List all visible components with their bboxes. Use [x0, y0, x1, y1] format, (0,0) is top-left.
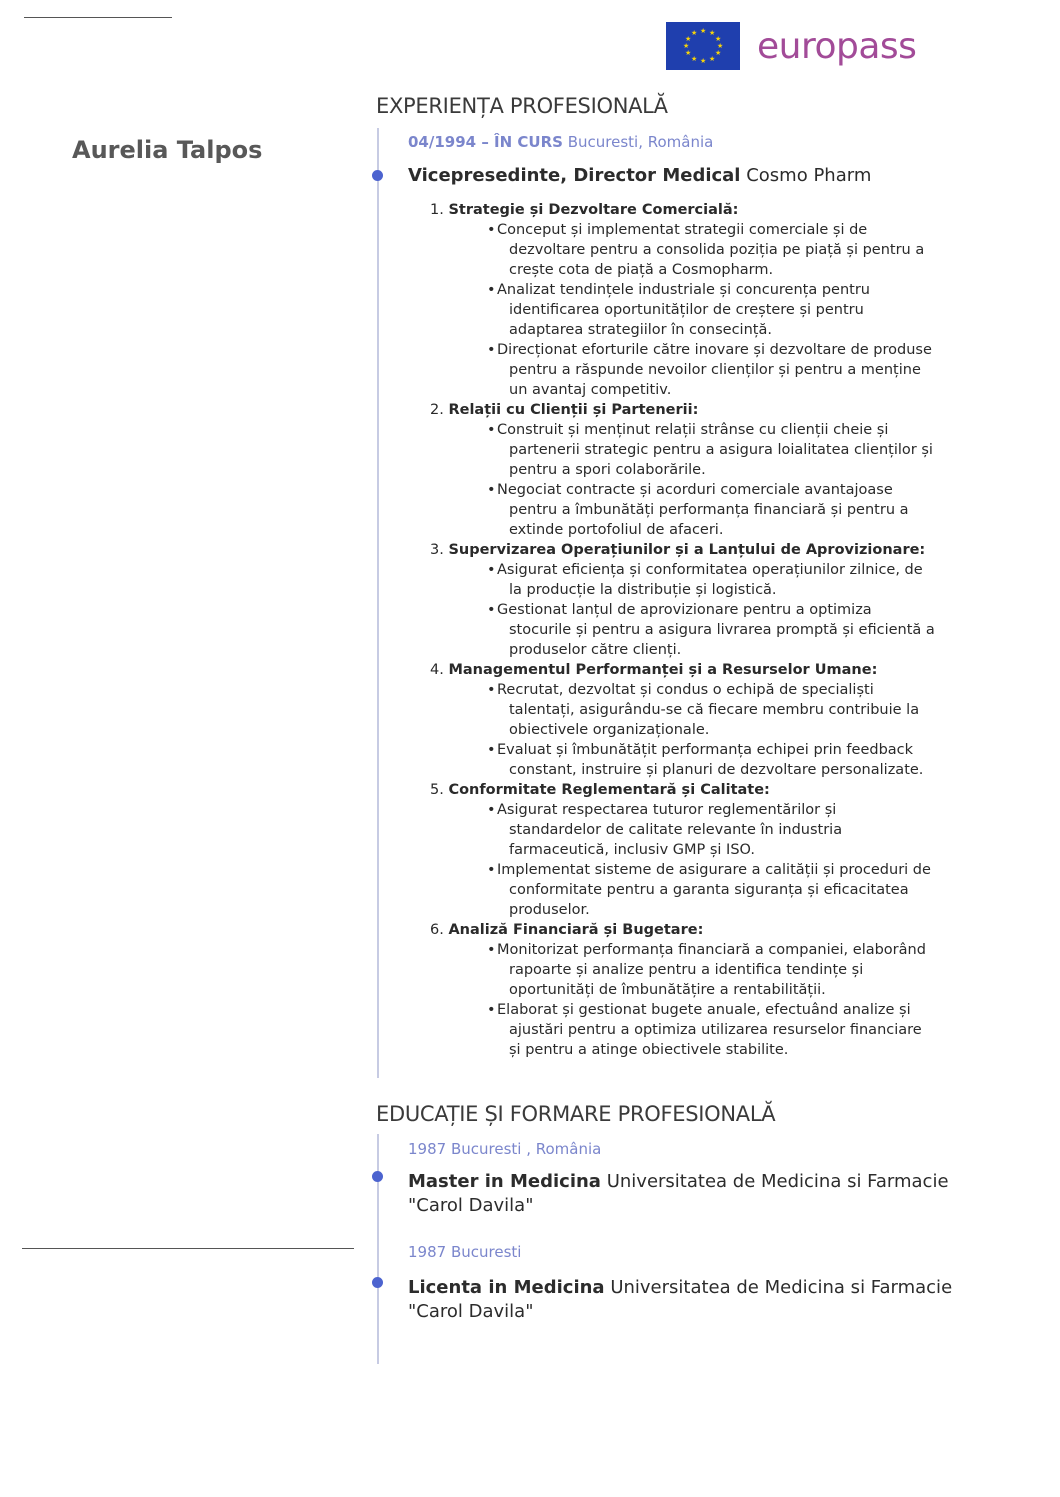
duty-bullet-line: obiectivele organizaționale.: [509, 722, 710, 738]
education-location: Bucuresti , România: [450, 1140, 602, 1158]
bullet-icon: •: [487, 862, 496, 878]
duty-heading: [430, 780, 990, 800]
duty-bullet: [430, 860, 990, 920]
top-divider: [24, 17, 172, 18]
duty-bullet-line: stocurile și pentru a asigura livrarea promptă și eficientă a: [509, 622, 935, 638]
duty-bullet: [430, 680, 990, 740]
eu-flag-icon: ★ ★ ★ ★ ★ ★ ★ ★ ★ ★ ★ ★: [666, 22, 740, 70]
duty-bullet-line: un avantaj competitiv.: [509, 382, 672, 398]
duty-bullet: [430, 940, 990, 1000]
person-name: Aurelia Talpos: [72, 136, 263, 164]
job-title: Vicepresedinte, Director Medical: [408, 165, 741, 186]
duty-bullet-line: la producție la distribuție și logistică.: [509, 582, 777, 598]
duty-bullet-line: Evaluat și îmbunătățit performanța echipei prin feedback: [497, 742, 914, 758]
education-section-title: EDUCAȚIE ȘI FORMARE PROFESIONALĂ: [376, 1102, 776, 1126]
duty-bullet-line: adaptarea strategiilor în consecință.: [509, 322, 772, 338]
duty-bullet: [430, 740, 990, 780]
bullet-icon: •: [487, 802, 496, 818]
duty-bullet-line: Asigurat eficiența și conformitatea operațiunilor zilnice, de: [497, 562, 923, 578]
duty-bullet: [430, 480, 990, 540]
education-year: 1987: [408, 1140, 447, 1158]
duty-bullet-line: și pentru a atinge obiectivele stabilite.: [509, 1042, 789, 1058]
duty-bullet-line: Construit și menținut relații strânse cu clienții cheie și: [497, 422, 889, 438]
duty-bullet: [430, 1000, 990, 1060]
duty-heading-text: Conformitate Reglementară și Calitate:: [448, 782, 770, 798]
degree-title: Master in Medicina: [408, 1171, 601, 1192]
duty-heading-text: Analiză Financiară și Bugetare:: [448, 922, 704, 938]
duty-bullet-line: rapoarte și analize pentru a identifica tendințe și: [509, 962, 864, 978]
education-degree-1: [408, 1170, 949, 1218]
duty-heading: [430, 540, 990, 560]
education-year: 1987: [408, 1243, 447, 1261]
duty-bullet: [430, 340, 990, 400]
education-timeline: [377, 1134, 379, 1364]
duty-bullet-line: crește cota de piață a Cosmopharm.: [509, 262, 774, 278]
duty-bullet-line: Implementat sisteme de asigurare a calității și proceduri de: [497, 862, 931, 878]
institution: Universitatea de Medicina si Farmacie: [610, 1277, 953, 1298]
duty-bullet: [430, 220, 990, 280]
education-marker-1: [372, 1171, 383, 1182]
duty-bullet: [430, 560, 990, 600]
duty-number: 2.: [430, 402, 444, 418]
employer: Cosmo Pharm: [746, 165, 872, 186]
duty-heading: [430, 200, 990, 220]
duty-bullet-line: standardelor de calitate relevante în industria: [509, 822, 843, 838]
duty-bullet-line: Monitorizat performanța financiară a companiei, elaborând: [497, 942, 926, 958]
duty-bullet-line: Analizat tendințele industriale și concurența pentru: [497, 282, 870, 298]
experience-period: 04/1994 – ÎN CURS: [408, 133, 563, 151]
duties-list: [430, 200, 990, 1060]
duty-heading-text: Relații cu Clienții și Partenerii:: [448, 402, 699, 418]
duty-bullet-line: constant, instruire și planuri de dezvoltare personalizate.: [509, 762, 924, 778]
duty-bullet-line: Asigurat respectarea tuturor reglementărilor și: [497, 802, 837, 818]
bullet-icon: •: [487, 942, 496, 958]
duty-bullet-line: pentru a îmbunătăți performanța financiară și pentru a: [509, 502, 909, 518]
duty-bullet-line: farmaceutică, inclusiv GMP și ISO.: [509, 842, 755, 858]
duty-bullet-line: partenerii strategic pentru a asigura loialitatea clienților și: [509, 442, 933, 458]
degree-title: Licenta in Medicina: [408, 1277, 605, 1298]
institution: Universitatea de Medicina si Farmacie: [606, 1171, 949, 1192]
left-divider: [22, 1248, 354, 1249]
duty-bullet-line: Negociat contracte și acorduri comerciale avantajoase: [497, 482, 893, 498]
institution-name: "Carol Davila": [408, 1195, 534, 1216]
europass-wordmark: europass: [757, 25, 917, 67]
experience-location: Bucuresti, România: [567, 133, 714, 151]
duty-heading-text: Supervizarea Operațiunilor și a Lanțului de Aprovizionare:: [448, 542, 926, 558]
duty-bullet-line: pentru a răspunde nevoilor clienților și pentru a menține: [509, 362, 921, 378]
education-marker-2: [372, 1277, 383, 1288]
duty-bullet-line: extinde portofoliul de afaceri.: [509, 522, 724, 538]
duty-bullet: [430, 420, 990, 480]
duty-heading: [430, 400, 990, 420]
duty-heading: [430, 920, 990, 940]
bullet-icon: •: [487, 602, 496, 618]
experience-date: [408, 133, 713, 151]
education-location: Bucuresti: [450, 1243, 522, 1261]
duty-bullet-line: Recrutat, dezvoltat și condus o echipă de specialiști: [497, 682, 874, 698]
duty-bullet-line: ajustări pentru a optimiza utilizarea resurselor financiare: [509, 1022, 922, 1038]
experience-marker: [372, 170, 383, 181]
bullet-icon: •: [487, 282, 496, 298]
duty-bullet: [430, 800, 990, 860]
duty-heading: [430, 660, 990, 680]
duty-bullet-line: Gestionat lanțul de aprovizionare pentru a optimiza: [497, 602, 872, 618]
experience-role: [408, 165, 871, 186]
experience-timeline: [377, 128, 379, 1078]
bullet-icon: •: [487, 422, 496, 438]
duty-bullet-line: Conceput și implementat strategii comerciale și de: [497, 222, 868, 238]
europass-logo: [666, 22, 916, 70]
duty-heading-text: Managementul Performanței și a Resurselor Umane:: [448, 662, 878, 678]
duty-number: 6.: [430, 922, 444, 938]
duty-number: 4.: [430, 662, 444, 678]
duty-bullet-line: produselor.: [509, 902, 590, 918]
duty-bullet: [430, 280, 990, 340]
duty-bullet-line: identificarea oportunităților de creștere și pentru: [509, 302, 864, 318]
bullet-icon: •: [487, 742, 496, 758]
duty-bullet: [430, 600, 990, 660]
duty-bullet-line: pentru a spori colaborările.: [509, 462, 706, 478]
bullet-icon: •: [487, 1002, 496, 1018]
duty-bullet-line: produselor către clienți.: [509, 642, 682, 658]
duty-bullet-line: dezvoltare pentru a consolida poziția pe piață și pentru a: [509, 242, 925, 258]
institution-name: "Carol Davila": [408, 1301, 534, 1322]
education-date-1: [408, 1140, 601, 1158]
duty-number: 3.: [430, 542, 444, 558]
duty-bullet-line: conformitate pentru a garanta siguranța și eficacitatea: [509, 882, 909, 898]
bullet-icon: •: [487, 482, 496, 498]
education-degree-2: [408, 1276, 952, 1324]
duty-heading-text: Strategie și Dezvoltare Comercială:: [448, 202, 739, 218]
duty-bullet-line: Direcționat eforturile către inovare și dezvoltare de produse: [497, 342, 932, 358]
bullet-icon: •: [487, 222, 496, 238]
bullet-icon: •: [487, 342, 496, 358]
education-date-2: [408, 1243, 521, 1261]
duty-bullet-line: Elaborat și gestionat bugete anuale, efectuând analize și: [497, 1002, 911, 1018]
bullet-icon: •: [487, 562, 496, 578]
experience-section-title: EXPERIENȚA PROFESIONALĂ: [376, 94, 668, 118]
bullet-icon: •: [487, 682, 496, 698]
duty-number: 5.: [430, 782, 444, 798]
duty-number: 1.: [430, 202, 444, 218]
duty-bullet-line: oportunități de îmbunătățire a rentabilității.: [509, 982, 826, 998]
duty-bullet-line: talentați, asigurându-se că fiecare membru contribuie la: [509, 702, 920, 718]
